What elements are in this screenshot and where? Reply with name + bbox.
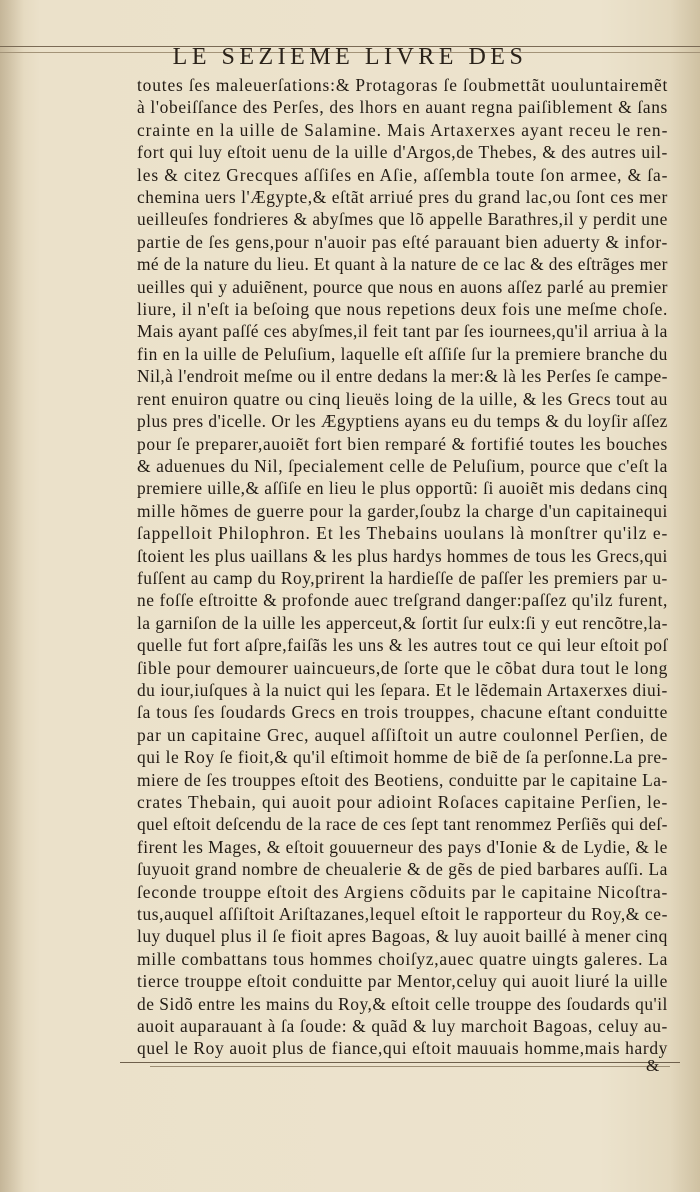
text-line: mille combattans tous hommes choiſyz,auec quatre uingts galeres. La [137,948,669,969]
text-line: ſtoient les plus uaillans & les plus hardys hommes de tous les Grecs,qui [137,545,668,566]
text-line: ueilles qui y aduiẽnent, pource que nous en auons aſſez parlé au premier [137,276,668,297]
footer-rule-secondary [150,1066,670,1067]
text-line: liure, il n'eſt ia beſoing que nous repetions deux fois une meſme choſe. [137,299,668,320]
running-head: LE SEZIEME LIVRE DES [172,44,528,70]
text-line: à l'obeiſſance des Perſes, des lhors en auant regna paiſiblement & ſans [137,97,668,118]
page-gutter-shadow [0,0,24,1192]
text-line: luy duquel plus il ſe fioit apres Bagoas, & luy auoit baillé à mener cinq [137,926,668,947]
text-line: mé de la nature du lieu. Et quant à la nature de ce lac & des eſtrãges mer [137,254,668,275]
text-line: crates Thebain, qui auoit pour adioint Roſaces capitaine Perſien, le- [137,792,669,812]
text-line: tus,auquel aſſiſtoit Ariſtazanes,lequel eſtoit le rapporteur du Roy,& ce- [137,904,668,925]
body-text [137,74,667,1060]
text-line: quel le Roy auoit plus de fiance,qui eſtoit mauuais homme,mais hardy [137,1038,669,1059]
text-line: mille hõmes de guerre pour la garder,ſoubz la charge d'un capitainequi [137,500,668,521]
text-line: toutes ſes maleuerſations:& Protagoras ſe ſoubmettãt uouluntairemẽt [137,75,669,95]
text-line: miere de ſes trouppes eſtoit des Beotiens, conduitte par le capitaine La- [137,769,668,790]
text-line: ſible pour demourer uaincueurs,de ſorte que le cõbat dura tout le long [137,657,669,678]
text-line: du iour,iuſques à la nuict qui les ſepara. Et le lẽdemain Artaxerxes diui- [137,679,668,700]
footer-rule [120,1062,680,1063]
text-line: qui le Roy ſe fioit,& qu'il eſtimoit homme de biẽ de ſa perſonne.La pre- [137,747,668,768]
text-line: fort qui luy eſtoit uenu de la uille d'Argos,de Thebes, & des autres uil- [137,142,668,163]
text-line: ſappelloit Philophron. Et les Thebains uoulans là monſtrer qu'ilz e- [137,523,669,544]
text-line: Mais ayant paſſé ces abyſmes,il feit tant par ſes iournees,qu'il arriua à la [137,321,668,342]
text-line: tierce trouppe eſtoit conduitte par Mentor,celuy qui auoit liuré la uille [137,971,669,992]
text-line: auoit auparauant à ſa ſoude: & quãd & luy marchoit Bagoas, celuy au- [137,1016,668,1037]
text-line: rent enuiron quatre ou cinq lieuës loing de la uille, & les Grecs tout au [137,388,668,409]
text-line: Nil,à l'endroit meſme ou il entre dedans la mer:& là les Perſes ſe campe- [137,366,668,387]
text-line: fuſſent au camp du Roy,prirent la hardieſſe de paſſer les premiers par u- [137,567,668,588]
text-line: ſa tous ſes ſoudards Grecs en trois trouppes, chacune eſtant conduitte [137,702,669,723]
text-line: quel eſtoit deſcendu de la race de ces ſept tant renommez Perſiẽs qui deſ- [137,814,668,835]
text-line: partie de ſes gens,pour n'auoir pas eſté parauant bien aduerty & infor- [137,231,669,252]
text-line: de Sidõ entre les mains du Roy,& eſtoit celle trouppe des ſoudards qu'il [137,993,668,1014]
text-line: la garniſon de la uille les apperceut,& ſortit ſur eulx:ſi y eut rencõtre,la- [137,612,668,633]
text-line: plus pres d'icelle. Or les Ægyptiens ayans eu du temps & du loyſir aſſez [137,411,668,432]
text-line: crainte en la uille de Salamine. Mais Artaxerxes ayant receu le ren- [137,119,669,140]
text-line: firent les Mages, & eſtoit gouuerneur des pays d'Ionie & de Lydie, & le [137,836,668,857]
text-line: quelle fut fort aſpre,faiſãs les uns & les autres tout ce qui leur eſtoit poſ [137,635,668,656]
catchword: & [646,1056,660,1075]
text-line: ſeconde trouppe eſtoit des Argiens cõduits par le capitaine Nicoſtra- [137,881,669,902]
text-line: & aduenues du Nil, ſpecialement celle de Peluſium, pource que c'eſt la [137,455,668,476]
text-line: ueilleuſes fondrieres & abyſmes que lõ appelle Barathres,il y perdit une [137,209,668,230]
text-line: premiere uille,& aſſiſe en lieu le plus opportũ: ſi auoiẽt mis dedans cinq [137,478,668,499]
text-line: par un capitaine Grec, auquel aſſiſtoit un autre coulonnel Perſien, de [137,724,669,745]
text-line: ne foſſe eſtroitte & profonde auec treſgrand danger:paſſez qu'ilz furent, [137,590,668,611]
text-line: les & citez Grecques aſſiſes en Aſie, aſſembla toute ſon armee, & ſa- [137,164,669,185]
text-line: fin en la uille de Peluſium, laquelle eſt aſſiſe ſur la premiere branche du [137,343,668,364]
text-line: chemina uers l'Ægypte,& eſtãt arriué pres du grand lac,ou ſont ces mer [137,187,668,208]
text-line: ſuyuoit grand nombre de cheualerie & de gẽs de pied barbares auſſi. La [137,859,668,880]
text-line: pour ſe preparer,auoiẽt fort bien remparé & fortifié toutes les bouches [137,433,668,454]
